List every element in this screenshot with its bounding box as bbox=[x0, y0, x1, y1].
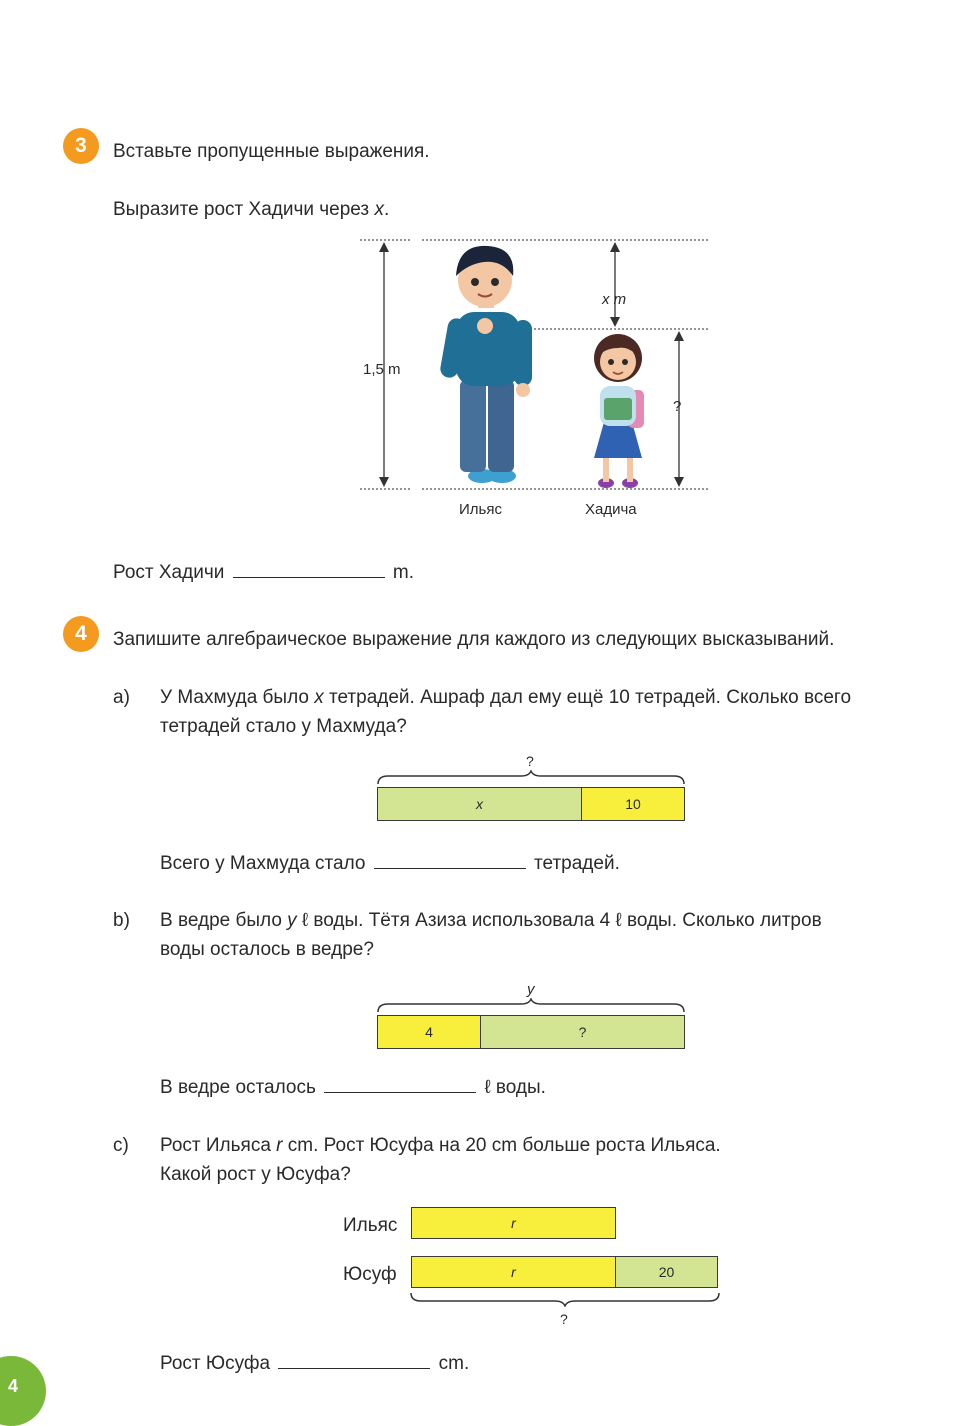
item-b-answer-suffix: ℓ воды. bbox=[484, 1077, 546, 1098]
answer-blank[interactable] bbox=[374, 850, 526, 869]
item-c-line1 bbox=[160, 1132, 721, 1160]
item-a-answer-line bbox=[160, 850, 620, 878]
task-3-prompt-end: . bbox=[383, 199, 390, 220]
item-c-row1-bar bbox=[411, 1207, 616, 1239]
answer-blank[interactable] bbox=[233, 559, 385, 578]
item-c-line1-pre: Рост Ильяса bbox=[160, 1135, 277, 1156]
item-a-answer-suffix: тетрадей. bbox=[534, 853, 620, 874]
task-3-prompt bbox=[113, 196, 389, 224]
page-number: 4 bbox=[8, 1376, 19, 1396]
task-4-number: 4 bbox=[75, 622, 87, 645]
item-c-brace-label: ? bbox=[560, 1311, 568, 1327]
item-c-answer-suffix: cm. bbox=[438, 1353, 470, 1374]
item-b-var: y bbox=[287, 910, 297, 931]
left-height-label: 1,5 m bbox=[363, 361, 401, 378]
task-4-title: Запишите алгебраическое выражение для каждого из следующих высказываний. bbox=[113, 629, 835, 650]
item-a-brace bbox=[376, 770, 686, 786]
item-b-segment-unknown bbox=[481, 1016, 684, 1048]
task-3-title: Вставьте пропущенные выражения. bbox=[113, 141, 430, 162]
item-b-line1-pre: В ведре было bbox=[160, 910, 288, 931]
item-a-segment-x bbox=[378, 788, 582, 820]
item-c-row2-segment-20 bbox=[616, 1257, 717, 1287]
task-3-answer-suffix: m. bbox=[392, 562, 415, 583]
item-b-bar bbox=[377, 1015, 685, 1049]
task-3-answer-line bbox=[113, 559, 414, 587]
item-a-segment-10 bbox=[582, 788, 684, 820]
page-number-badge bbox=[0, 1356, 46, 1426]
item-c-row1-segment-r-label: r bbox=[511, 1215, 516, 1231]
item-b-segment-4 bbox=[378, 1016, 481, 1048]
item-b-line1-post: ℓ воды. Тётя Азиза использовала 4 ℓ воды. Сколько литров bbox=[296, 910, 822, 931]
item-c-brace bbox=[409, 1291, 721, 1307]
item-a-line1-post: тетрадей. Ашраф дал ему ещё 10 тетрадей. Сколько всего bbox=[323, 687, 852, 708]
unknown-height-label: ? bbox=[673, 398, 682, 415]
item-c-row2-segment-20-label: 20 bbox=[658, 1264, 675, 1280]
task-3-answer-prefix: Рост Хадичи bbox=[113, 562, 225, 583]
item-c-row2-segment-r bbox=[412, 1257, 616, 1287]
answer-blank[interactable] bbox=[324, 1074, 476, 1093]
item-c-var: r bbox=[276, 1135, 283, 1156]
task-3-prompt-text: Выразите рост Хадичи через bbox=[113, 199, 375, 220]
item-a-bar bbox=[377, 787, 685, 821]
task-3-prompt-var: x bbox=[374, 199, 384, 220]
task-3-badge bbox=[63, 128, 99, 164]
item-c-line2: Какой рост у Юсуфа? bbox=[160, 1164, 351, 1185]
item-c-row2-label: Юсуф bbox=[343, 1264, 397, 1285]
item-b-line1 bbox=[160, 907, 822, 935]
item-b-brace-label: y bbox=[527, 981, 535, 998]
item-a-letter: a) bbox=[113, 687, 130, 708]
girl-name-label: Хадича bbox=[585, 501, 637, 518]
boy-illustration bbox=[439, 246, 532, 483]
item-b-segment-4-label: 4 bbox=[425, 1024, 433, 1040]
item-c-letter: c) bbox=[113, 1135, 129, 1156]
item-a-line1 bbox=[160, 684, 851, 712]
item-c-row2-bar bbox=[411, 1256, 718, 1288]
item-b-brace bbox=[376, 998, 686, 1014]
item-a-brace-label: ? bbox=[526, 753, 534, 769]
item-c-row1-segment-r bbox=[412, 1208, 615, 1238]
task-4-badge bbox=[63, 616, 99, 652]
item-b-answer-line bbox=[160, 1074, 546, 1102]
item-c-line1-post: cm. Рост Юсуфа на 20 cm больше роста Ильяса. bbox=[282, 1135, 721, 1156]
boy-name-label: Ильяс bbox=[459, 501, 502, 518]
height-figure bbox=[350, 230, 720, 530]
item-a-line2: тетрадей стало у Махмуда? bbox=[160, 716, 407, 737]
item-b-line2: воды осталось в ведре? bbox=[160, 939, 374, 960]
task-3-number: 3 bbox=[75, 134, 87, 157]
item-c-row2-segment-r-label: r bbox=[511, 1264, 516, 1280]
girl-illustration bbox=[594, 334, 644, 488]
answer-blank[interactable] bbox=[278, 1350, 430, 1369]
item-c-row1-label: Ильяс bbox=[343, 1215, 398, 1236]
item-c-answer-line bbox=[160, 1350, 469, 1378]
item-b-segment-unknown-label: ? bbox=[578, 1024, 587, 1040]
item-a-line1-pre: У Махмуда было bbox=[160, 687, 315, 708]
item-a-segment-x-label: x bbox=[476, 796, 483, 812]
item-a-answer-prefix: Всего у Махмуда стало bbox=[160, 853, 366, 874]
item-b-answer-prefix: В ведре осталось bbox=[160, 1077, 316, 1098]
item-b-letter: b) bbox=[113, 910, 130, 931]
item-a-segment-10-label: 10 bbox=[625, 796, 641, 812]
item-c-answer-prefix: Рост Юсуфа bbox=[160, 1353, 271, 1374]
difference-label: x m bbox=[602, 291, 627, 308]
item-a-var: x bbox=[314, 687, 324, 708]
